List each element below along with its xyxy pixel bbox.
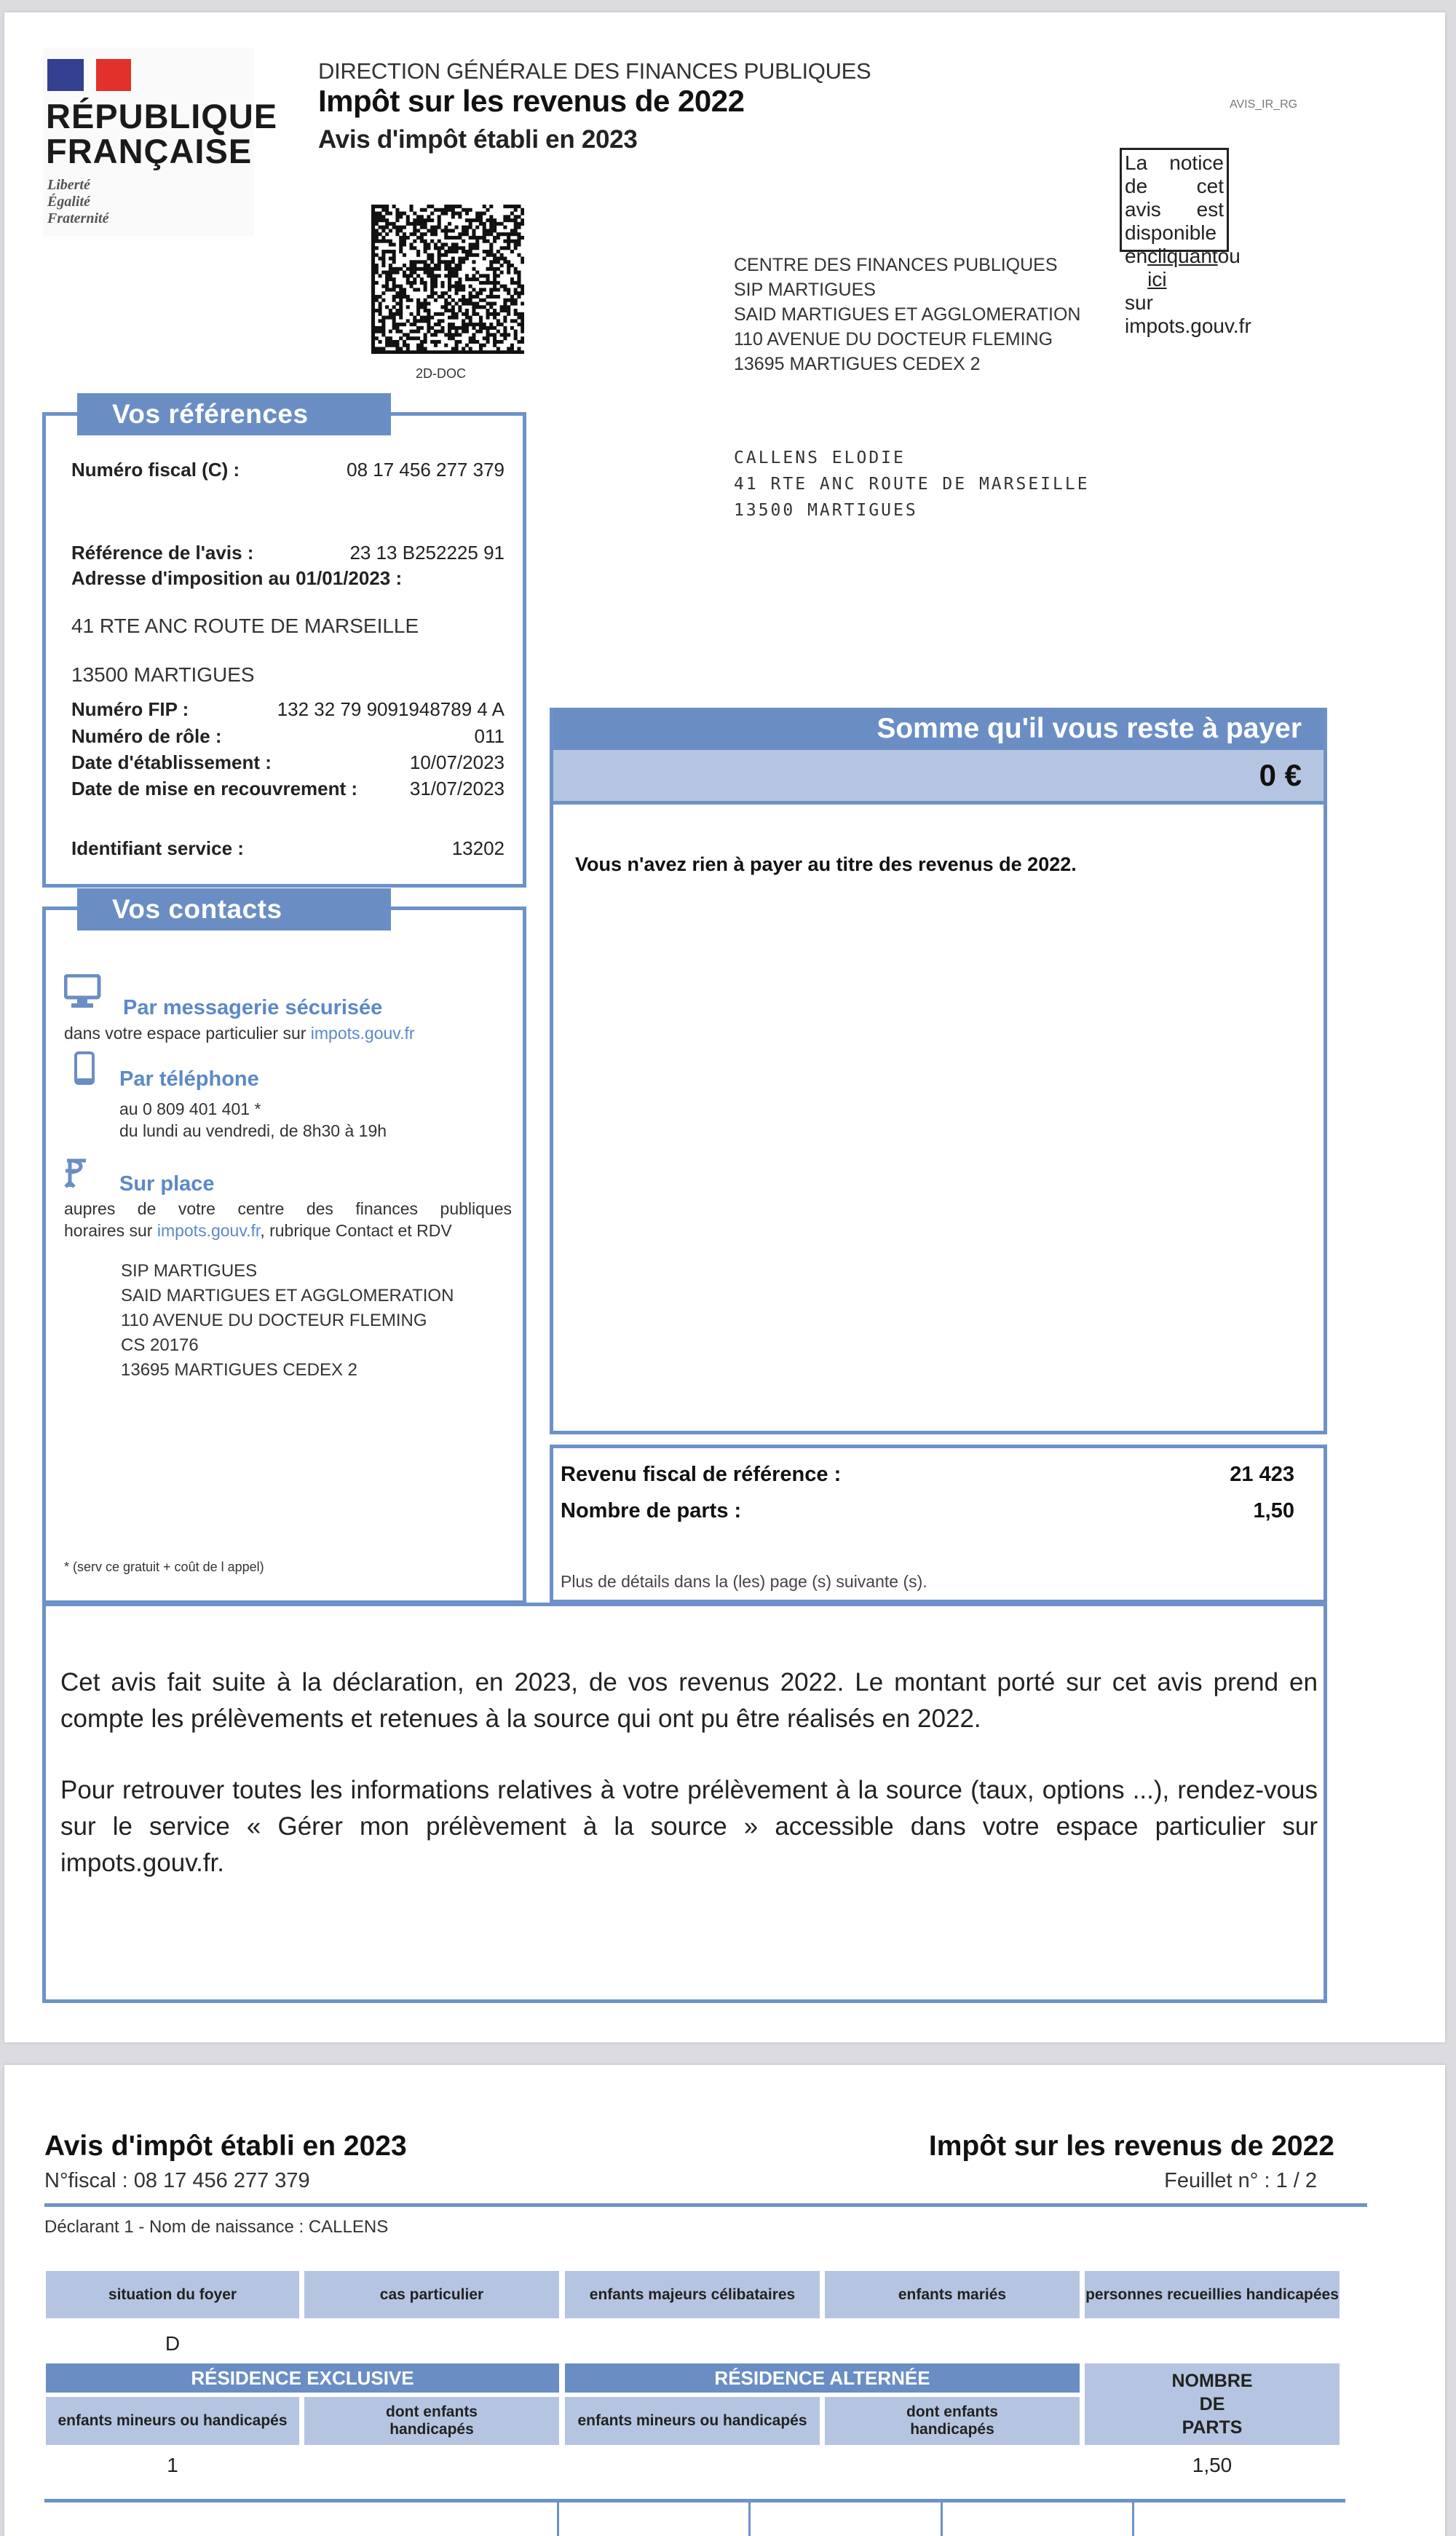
public-finances-icon — [63, 1158, 89, 1190]
recipient-address — [734, 445, 1090, 524]
date-etab-value: 10/07/2023 — [409, 751, 505, 773]
notice-line-3-post: ou — [1217, 245, 1241, 267]
rfr-value: 21 423 — [1230, 1463, 1294, 1486]
office-line: 110 AVENUE DU DOCTEUR FLEMING — [121, 1311, 427, 1330]
barcode-image — [371, 205, 524, 354]
header-excl-enfants-mineurs: enfants mineurs ou handicapés — [46, 2397, 299, 2445]
notice-line-4: sur impots.gouv.fr — [1125, 291, 1251, 337]
adresse-row — [71, 567, 505, 590]
date-etab-row — [71, 751, 505, 774]
notice-line-3-pre: en — [1125, 245, 1148, 267]
details-note: Plus de détails dans la (les) page (s) suivante (s). — [561, 1572, 927, 1591]
office-line: SIP MARTIGUES — [121, 1261, 258, 1281]
column-divider — [748, 2499, 751, 2536]
header-situation-foyer: situation du foyer — [46, 2271, 299, 2318]
page2-table-bottom-rule — [44, 2499, 1345, 2503]
place-link[interactable]: impots.gouv.fr — [157, 1221, 261, 1240]
direction-label: DIRECTION GÉNÉRALE DES FINANCES PUBLIQUES — [318, 58, 871, 84]
fip-row — [71, 698, 505, 721]
page-1 — [4, 12, 1445, 2042]
page2-title-right: Impôt sur les revenus de 2022 — [928, 2130, 1334, 2162]
office-address — [121, 1259, 454, 1383]
parts-value: 1,50 — [1253, 1499, 1294, 1522]
place-text-2-post: , rubrique Contact et RDV — [260, 1221, 452, 1240]
form-code: AVIS_IR_RG — [1230, 98, 1298, 111]
header-enfants-majeurs: enfants majeurs célibataires — [565, 2271, 820, 2318]
header-personnes-recueillies: personnes recueillies handicapées — [1085, 2271, 1340, 2318]
header-alt-dont-handicapes: dont enfants handicapés — [825, 2397, 1080, 2445]
role-value: 011 — [474, 725, 505, 747]
rfr-label: Revenu fiscal de référence : — [561, 1463, 842, 1486]
document-subtitle: Avis d'impôt établi en 2023 — [318, 125, 638, 154]
messagerie-title: Par messagerie sécurisée — [123, 996, 383, 1019]
page2-feuillet: Feuillet n° : 1 / 2 — [1164, 2169, 1317, 2192]
reference-avis-label: Référence de l'avis : — [71, 542, 254, 564]
header-excl-dont-handicapes: dont enfants handicapés — [304, 2397, 559, 2445]
logo-motto-3: Fraternité — [47, 210, 109, 226]
column-divider — [1132, 2499, 1134, 2536]
header-alt-enfants-mineurs: enfants mineurs ou handicapés — [565, 2397, 820, 2445]
references-title: Vos références — [77, 393, 391, 435]
telephone-number: au 0 809 401 401 * — [119, 1099, 261, 1118]
place-text-1: aupres de votre centre des finances publiques — [64, 1199, 512, 1218]
value-excl-enfants-mineurs: 1 — [167, 2454, 178, 2476]
recipient-line: 41 RTE ANC ROUTE DE MARSEILLE — [734, 475, 1090, 494]
parts-row — [561, 1499, 1294, 1523]
somme-amount: 0 € — [553, 750, 1324, 805]
recipient-line: 13500 MARTIGUES — [734, 501, 918, 520]
notice-line-2: avis est disponible — [1125, 198, 1224, 244]
office-line: 13695 MARTIGUES CEDEX 2 — [121, 1360, 358, 1380]
barcode-label: 2D-DOC — [416, 366, 467, 381]
somme-box — [550, 708, 1327, 1434]
rfr-row — [561, 1463, 1294, 1487]
notice-link[interactable]: cliquant ici — [1147, 245, 1218, 291]
sender-line: 13695 MARTIGUES CEDEX 2 — [734, 354, 981, 374]
page-2 — [4, 2065, 1445, 2536]
place-text-2-pre: horaires sur — [64, 1221, 157, 1240]
telephone-title: Par téléphone — [119, 1067, 259, 1091]
fip-label: Numéro FIP : — [71, 698, 189, 720]
numero-fiscal-value: 08 17 456 277 379 — [347, 459, 505, 481]
logo-motto-2: Égalité — [47, 194, 90, 210]
date-etab-label: Date d'établissement : — [71, 751, 272, 773]
office-line: CS 20176 — [121, 1335, 199, 1355]
place-text-2 — [64, 1221, 452, 1241]
logo-motto-1: Liberté — [47, 177, 90, 193]
page2-title-left: Avis d'impôt établi en 2023 — [44, 2130, 407, 2162]
computer-icon — [64, 974, 102, 1009]
messagerie-text-label: dans votre espace particulier sur — [64, 1024, 311, 1043]
numero-fiscal-row — [71, 459, 505, 481]
telephone-hours: du lundi au vendredi, de 8h30 à 19h — [119, 1121, 387, 1140]
logo-title-1: RÉPUBLIQUE — [46, 97, 278, 135]
page2-divider — [44, 2203, 1367, 2207]
adresse-line-2: 13500 MARTIGUES — [71, 663, 255, 686]
page2-fiscal-number: N°fiscal : 08 17 456 277 379 — [44, 2169, 310, 2192]
adresse-label: Adresse d'imposition au 01/01/2023 : — [71, 567, 403, 589]
service-row — [71, 837, 505, 860]
sender-address — [734, 253, 1080, 376]
flag-blue — [47, 59, 84, 91]
office-line: SAID MARTIGUES ET AGGLOMERATION — [121, 1286, 454, 1305]
messagerie-link[interactable]: impots.gouv.fr — [310, 1024, 415, 1043]
recipient-line: CALLENS ELODIE — [734, 449, 906, 467]
2d-doc-barcode — [371, 205, 524, 354]
info-box — [42, 1603, 1327, 2003]
column-divider — [941, 2499, 943, 2536]
phone-icon — [74, 1051, 95, 1086]
reference-avis-value: 23 13 B252225 91 — [349, 542, 505, 564]
date-recouv-label: Date de mise en recouvrement : — [71, 778, 358, 799]
reference-avis-row — [71, 542, 505, 564]
parts-label: Nombre de parts : — [561, 1499, 742, 1522]
notice-line-1: La notice de cet — [1125, 151, 1224, 197]
flag-red — [96, 59, 131, 91]
notice-box — [1120, 148, 1251, 337]
service-value: 13202 — [451, 837, 505, 859]
sender-line: 110 AVENUE DU DOCTEUR FLEMING — [734, 329, 1053, 349]
revenu-box — [550, 1445, 1327, 1603]
adresse-line-1: 41 RTE ANC ROUTE DE MARSEILLE — [71, 615, 419, 637]
column-divider — [557, 2499, 559, 2536]
sender-line: SIP MARTIGUES — [734, 280, 876, 300]
place-title: Sur place — [119, 1172, 215, 1196]
value-nombre-parts: 1,50 — [1192, 2454, 1233, 2476]
header-nombre-parts: NOMBRE DE PARTS — [1085, 2363, 1340, 2445]
contacts-title: Vos contacts — [77, 888, 391, 931]
declarant-label: Déclarant 1 - Nom de naissance : CALLENS — [44, 2217, 389, 2237]
republique-francaise-logo — [43, 47, 278, 237]
sender-line: CENTRE DES FINANCES PUBLIQUES — [734, 255, 1058, 275]
somme-message: Vous n'avez rien à payer au titre des revenus de 2022. — [575, 853, 1077, 875]
messagerie-text — [64, 1024, 415, 1043]
service-label: Identifiant service : — [71, 837, 244, 859]
sender-line: SAID MARTIGUES ET AGGLOMERATION — [734, 304, 1081, 325]
logo-title-2: FRANÇAISE — [46, 132, 253, 170]
references-content — [42, 412, 526, 888]
role-label: Numéro de rôle : — [71, 725, 222, 747]
date-recouv-value: 31/07/2023 — [409, 778, 505, 799]
date-recouv-row — [71, 778, 505, 800]
role-row — [71, 725, 505, 748]
info-paragraph-1: Cet avis fait suite à la déclaration, en 2023, de vos revenus 2022. Le montant porté sur cet avis prend en compte les prélèvements et retenues à la source qui ont pu être réalisés en 2022. — [60, 1668, 1318, 1733]
numero-fiscal-label: Numéro fiscal (C) : — [71, 459, 240, 481]
footnote: * (serv ce gratuit + coût de l appel) — [64, 1560, 264, 1574]
header-enfants-maries: enfants mariés — [825, 2271, 1080, 2318]
info-paragraph-2: Pour retrouver toutes les informations relatives à votre prélèvement à la source (taux, options ...), rendez-vous sur le service « Gérer mon prélèvement à la source » accessible dans votre espace particulier sur impots.gouv.fr. — [60, 1776, 1318, 1877]
contacts-content — [42, 906, 526, 1604]
group-residence-alternee: RÉSIDENCE ALTERNÉE — [565, 2363, 1080, 2393]
value-situation-foyer: D — [165, 2332, 181, 2355]
group-residence-exclusive: RÉSIDENCE EXCLUSIVE — [46, 2363, 559, 2393]
somme-title: Somme qu'il vous reste à payer — [553, 708, 1324, 750]
fip-value: 132 32 79 9091948789 4 A — [277, 698, 505, 720]
header-cas-particulier: cas particulier — [304, 2271, 559, 2318]
document-title: Impôt sur les revenus de 2022 — [318, 84, 745, 118]
